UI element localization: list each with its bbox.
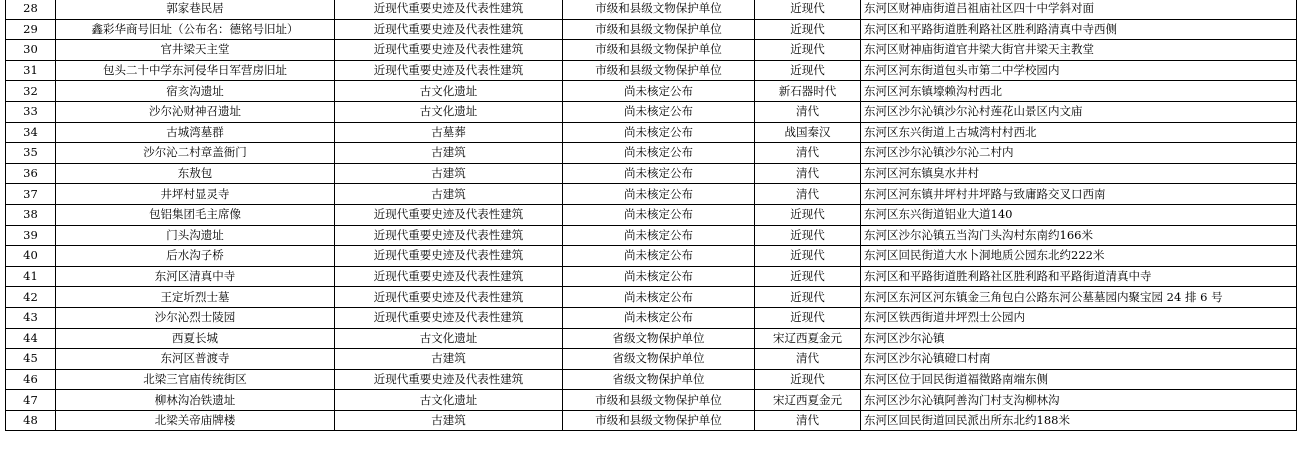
location-cell: 东河区和平路街道胜利路社区胜利路清真中寺西侧 [861, 19, 1297, 40]
table-row [6, 143, 1297, 164]
location-cell: 东河区财神庙街道吕祖庙社区四十中学斜对面 [861, 0, 1297, 19]
category-cell: 近现代重要史迹及代表性建筑 [335, 19, 563, 40]
row-number-cell: 32 [6, 81, 56, 102]
location-cell: 东河区沙尔沁镇沙尔沁二村内 [861, 143, 1297, 164]
protection-level-cell: 尚未核定公布 [563, 81, 755, 102]
protection-level-cell: 尚未核定公布 [563, 246, 755, 267]
heritage-table [5, 0, 1297, 431]
site-name-cell: 柳林沟冶铁遗址 [56, 390, 335, 411]
row-number-cell: 39 [6, 225, 56, 246]
protection-level-cell: 尚未核定公布 [563, 204, 755, 225]
protection-level-cell: 市级和县级文物保护单位 [563, 410, 755, 431]
row-number-cell: 30 [6, 40, 56, 61]
row-number-cell: 46 [6, 369, 56, 390]
site-name-cell: 沙尔沁财神召遗址 [56, 101, 335, 122]
row-number-cell: 42 [6, 287, 56, 308]
site-name-cell: 北梁关帝庙牌楼 [56, 410, 335, 431]
site-name-cell: 王定圻烈士墓 [56, 287, 335, 308]
table-row [6, 60, 1297, 81]
table-row [6, 122, 1297, 143]
site-name-cell: 后水沟子桥 [56, 246, 335, 267]
location-cell: 东河区沙尔沁镇阿善沟门村支沟柳林沟 [861, 390, 1297, 411]
location-cell: 东河区东河区河东镇金三角包白公路东河公墓墓园内聚宝园 24 排 6 号 [861, 287, 1297, 308]
site-name-cell: 井坪村显灵寺 [56, 184, 335, 205]
site-name-cell: 北梁三官庙传统街区 [56, 369, 335, 390]
era-cell: 清代 [755, 410, 861, 431]
location-cell: 东河区位于回民街道福徵路南端东侧 [861, 369, 1297, 390]
table-row [6, 163, 1297, 184]
row-number-cell: 34 [6, 122, 56, 143]
site-name-cell: 东敖包 [56, 163, 335, 184]
category-cell: 近现代重要史迹及代表性建筑 [335, 225, 563, 246]
site-name-cell: 宿亥沟遗址 [56, 81, 335, 102]
protection-level-cell: 省级文物保护单位 [563, 328, 755, 349]
row-number-cell: 38 [6, 204, 56, 225]
site-name-cell: 鑫彩华商号旧址（公布名：德铭号旧址） [56, 19, 335, 40]
table-row [6, 101, 1297, 122]
row-number-cell: 37 [6, 184, 56, 205]
era-cell: 近现代 [755, 287, 861, 308]
row-number-cell: 45 [6, 349, 56, 370]
location-cell: 东河区河东镇井坪村井坪路与致庸路交叉口西南 [861, 184, 1297, 205]
table-row [6, 390, 1297, 411]
category-cell: 古文化遗址 [335, 81, 563, 102]
site-name-cell: 沙尔沁二村章盖衙门 [56, 143, 335, 164]
row-number-cell: 44 [6, 328, 56, 349]
era-cell: 近现代 [755, 204, 861, 225]
protection-level-cell: 尚未核定公布 [563, 266, 755, 287]
category-cell: 古文化遗址 [335, 328, 563, 349]
category-cell: 近现代重要史迹及代表性建筑 [335, 40, 563, 61]
category-cell: 古文化遗址 [335, 390, 563, 411]
heritage-table-container [5, 0, 1296, 431]
site-name-cell: 包铝集团毛主席像 [56, 204, 335, 225]
location-cell: 东河区回民街道大水卜洞地质公园东北约222米 [861, 246, 1297, 267]
row-number-cell: 43 [6, 307, 56, 328]
table-row [6, 369, 1297, 390]
table-row [6, 204, 1297, 225]
era-cell: 清代 [755, 163, 861, 184]
protection-level-cell: 尚未核定公布 [563, 101, 755, 122]
protection-level-cell: 尚未核定公布 [563, 184, 755, 205]
protection-level-cell: 省级文物保护单位 [563, 369, 755, 390]
era-cell: 清代 [755, 184, 861, 205]
row-number-cell: 33 [6, 101, 56, 122]
site-name-cell: 东河区普渡寺 [56, 349, 335, 370]
row-number-cell: 29 [6, 19, 56, 40]
category-cell: 近现代重要史迹及代表性建筑 [335, 369, 563, 390]
protection-level-cell: 尚未核定公布 [563, 163, 755, 184]
table-row [6, 225, 1297, 246]
protection-level-cell: 尚未核定公布 [563, 122, 755, 143]
protection-level-cell: 尚未核定公布 [563, 307, 755, 328]
protection-level-cell: 市级和县级文物保护单位 [563, 19, 755, 40]
era-cell: 宋辽西夏金元 [755, 328, 861, 349]
site-name-cell: 古城湾墓群 [56, 122, 335, 143]
protection-level-cell: 市级和县级文物保护单位 [563, 40, 755, 61]
era-cell: 近现代 [755, 19, 861, 40]
row-number-cell: 40 [6, 246, 56, 267]
row-number-cell: 47 [6, 390, 56, 411]
table-row [6, 19, 1297, 40]
table-row [6, 246, 1297, 267]
location-cell: 东河区铁西街道井坪烈士公园内 [861, 307, 1297, 328]
location-cell: 东河区东兴街道上古城湾村村西北 [861, 122, 1297, 143]
era-cell: 清代 [755, 349, 861, 370]
location-cell: 东河区回民街道回民派出所东北约188米 [861, 410, 1297, 431]
location-cell: 东河区沙尔沁镇沙尔沁村莲花山景区内文庙 [861, 101, 1297, 122]
era-cell: 近现代 [755, 266, 861, 287]
row-number-cell: 35 [6, 143, 56, 164]
table-row [6, 40, 1297, 61]
site-name-cell: 东河区清真中寺 [56, 266, 335, 287]
table-row [6, 266, 1297, 287]
table-row [6, 349, 1297, 370]
table-row [6, 410, 1297, 431]
location-cell: 东河区财神庙街道官井梁大街官井梁天主教堂 [861, 40, 1297, 61]
row-number-cell: 28 [6, 0, 56, 19]
site-name-cell: 包头二十中学东河侵华日军营房旧址 [56, 60, 335, 81]
category-cell: 古建筑 [335, 410, 563, 431]
category-cell: 古文化遗址 [335, 101, 563, 122]
category-cell: 近现代重要史迹及代表性建筑 [335, 60, 563, 81]
row-number-cell: 48 [6, 410, 56, 431]
era-cell: 宋辽西夏金元 [755, 390, 861, 411]
table-row [6, 81, 1297, 102]
category-cell: 近现代重要史迹及代表性建筑 [335, 266, 563, 287]
table-row [6, 0, 1297, 19]
site-name-cell: 郭家巷民居 [56, 0, 335, 19]
location-cell: 东河区河东镇臭水井村 [861, 163, 1297, 184]
location-cell: 东河区河东镇壕赖沟村西北 [861, 81, 1297, 102]
location-cell: 东河区河东街道包头市第二中学校园内 [861, 60, 1297, 81]
row-number-cell: 41 [6, 266, 56, 287]
site-name-cell: 西夏长城 [56, 328, 335, 349]
era-cell: 清代 [755, 101, 861, 122]
protection-level-cell: 尚未核定公布 [563, 143, 755, 164]
era-cell: 近现代 [755, 60, 861, 81]
category-cell: 近现代重要史迹及代表性建筑 [335, 287, 563, 308]
category-cell: 古建筑 [335, 143, 563, 164]
table-row [6, 328, 1297, 349]
site-name-cell: 官井梁天主堂 [56, 40, 335, 61]
site-name-cell: 沙尔沁烈士陵园 [56, 307, 335, 328]
table-row [6, 287, 1297, 308]
category-cell: 近现代重要史迹及代表性建筑 [335, 307, 563, 328]
era-cell: 新石器时代 [755, 81, 861, 102]
category-cell: 近现代重要史迹及代表性建筑 [335, 0, 563, 19]
era-cell: 近现代 [755, 0, 861, 19]
protection-level-cell: 尚未核定公布 [563, 287, 755, 308]
category-cell: 古建筑 [335, 184, 563, 205]
category-cell: 古墓葬 [335, 122, 563, 143]
era-cell: 战国秦汉 [755, 122, 861, 143]
era-cell: 近现代 [755, 307, 861, 328]
protection-level-cell: 市级和县级文物保护单位 [563, 390, 755, 411]
protection-level-cell: 省级文物保护单位 [563, 349, 755, 370]
table-row [6, 184, 1297, 205]
category-cell: 近现代重要史迹及代表性建筑 [335, 204, 563, 225]
row-number-cell: 31 [6, 60, 56, 81]
location-cell: 东河区和平路街道胜利路社区胜利路和平路街道清真中寺 [861, 266, 1297, 287]
location-cell: 东河区沙尔沁镇五当沟门头沟村东南约166米 [861, 225, 1297, 246]
era-cell: 近现代 [755, 40, 861, 61]
table-body [6, 0, 1297, 431]
category-cell: 近现代重要史迹及代表性建筑 [335, 246, 563, 267]
site-name-cell: 门头沟遗址 [56, 225, 335, 246]
location-cell: 东河区沙尔沁镇磴口村南 [861, 349, 1297, 370]
era-cell: 近现代 [755, 369, 861, 390]
protection-level-cell: 市级和县级文物保护单位 [563, 0, 755, 19]
era-cell: 清代 [755, 143, 861, 164]
table-row [6, 307, 1297, 328]
protection-level-cell: 市级和县级文物保护单位 [563, 60, 755, 81]
era-cell: 近现代 [755, 246, 861, 267]
category-cell: 古建筑 [335, 349, 563, 370]
era-cell: 近现代 [755, 225, 861, 246]
location-cell: 东河区东兴街道铝业大道140 [861, 204, 1297, 225]
row-number-cell: 36 [6, 163, 56, 184]
category-cell: 古建筑 [335, 163, 563, 184]
protection-level-cell: 尚未核定公布 [563, 225, 755, 246]
location-cell: 东河区沙尔沁镇 [861, 328, 1297, 349]
